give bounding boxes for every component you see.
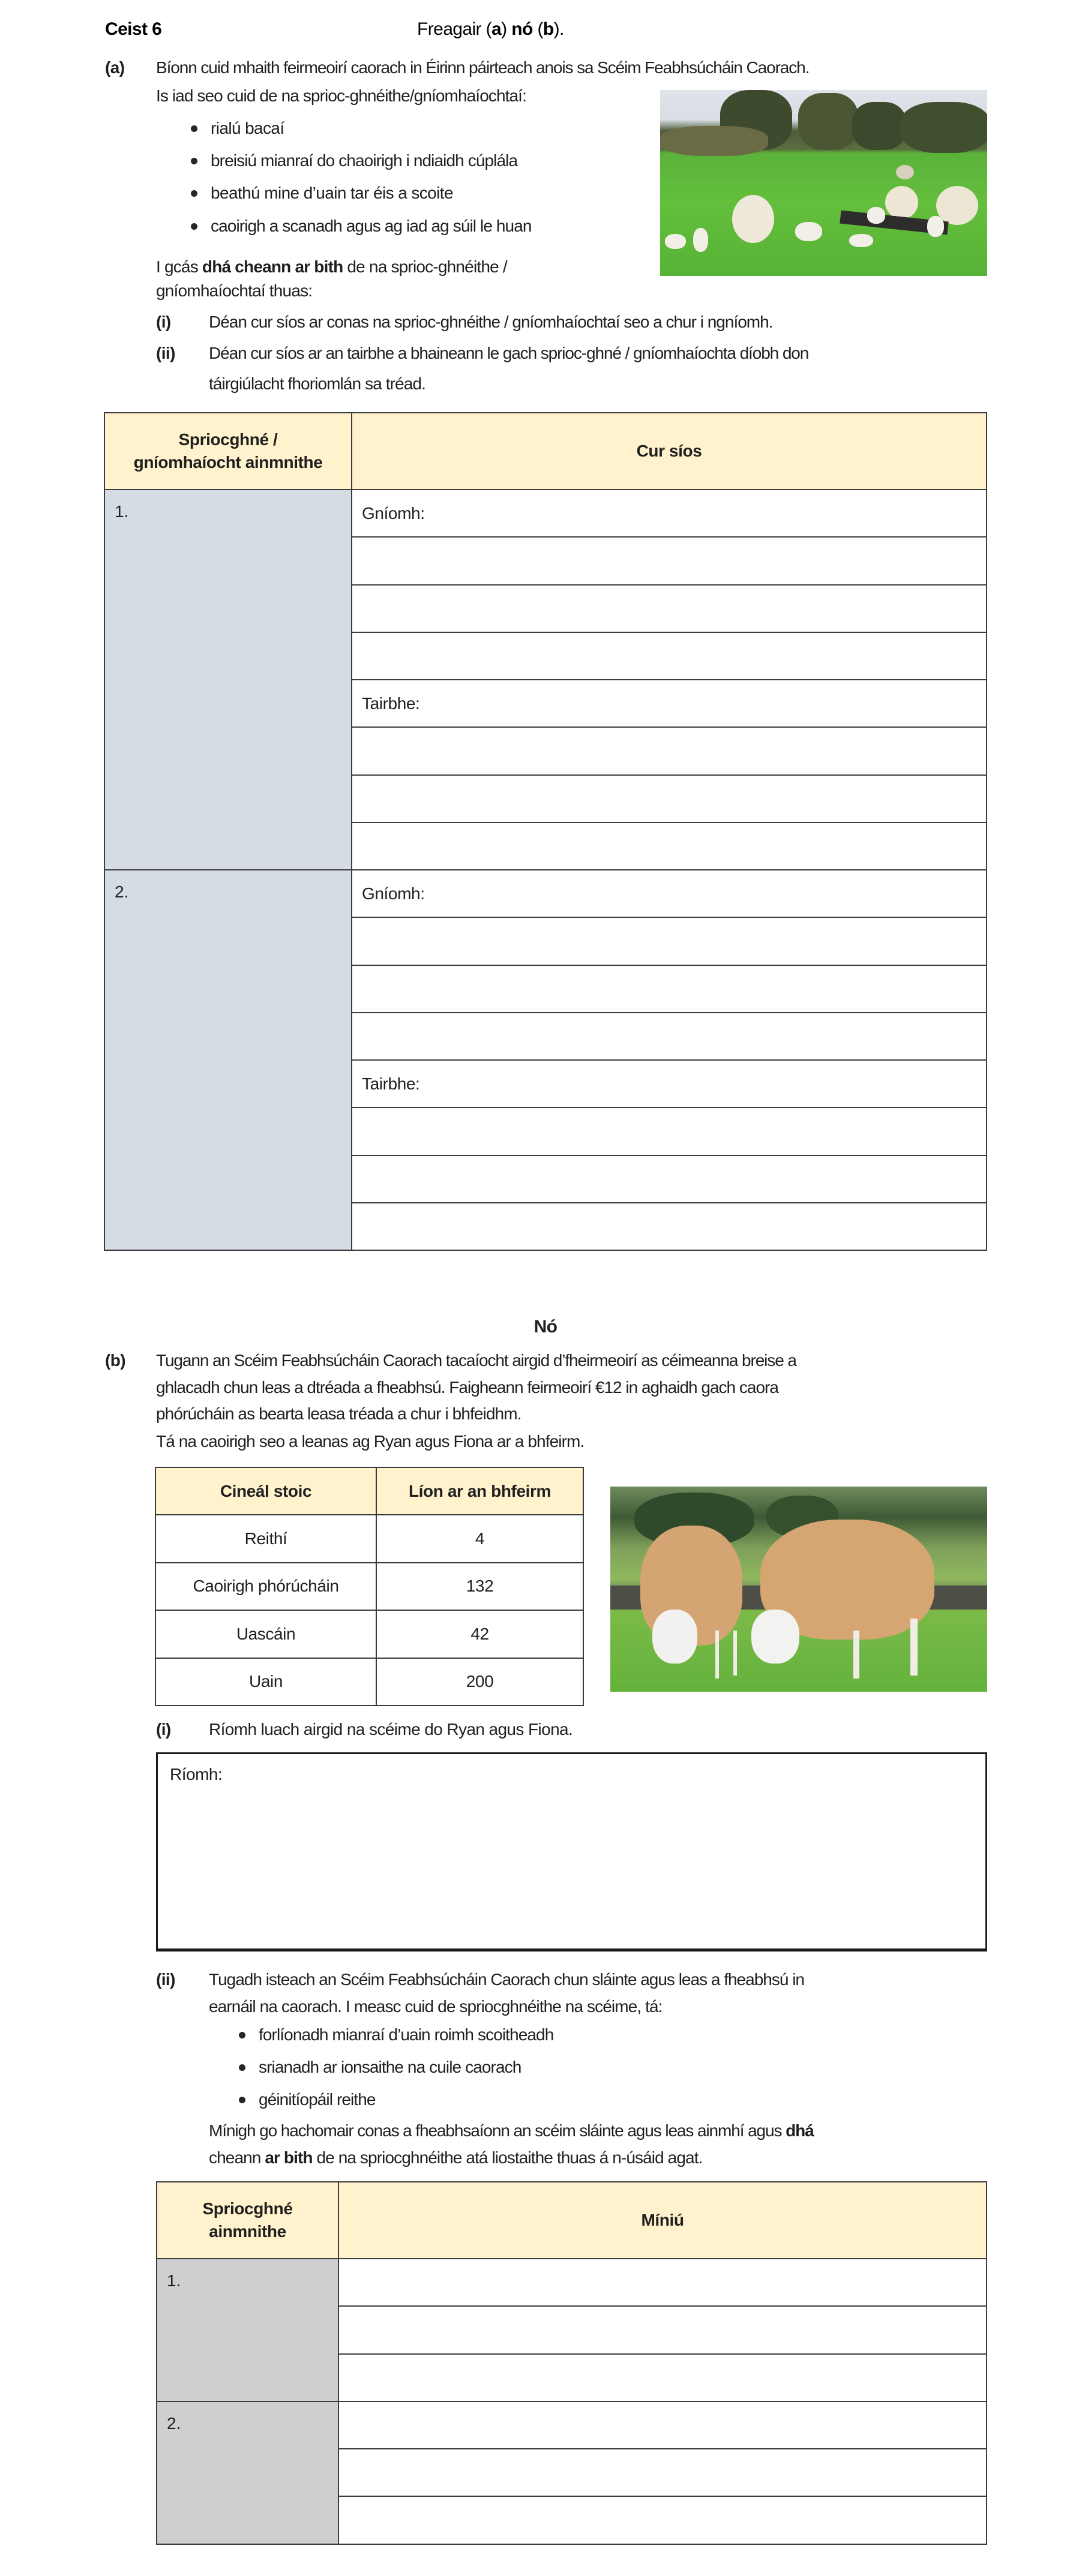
explain-bold: ar bith xyxy=(265,2148,313,2167)
answer-line[interactable] xyxy=(338,2354,987,2401)
tree-shape xyxy=(852,102,906,150)
sheep-leg-shape xyxy=(910,1619,918,1676)
answer-line[interactable] xyxy=(352,1013,987,1060)
part-a-bullet xyxy=(191,185,453,202)
sheep-leg-shape xyxy=(733,1631,737,1676)
part-b-explain-line1 xyxy=(209,2122,814,2139)
col-header-count: Líon ar an bhfeirm xyxy=(376,1467,583,1515)
lamb-shape xyxy=(795,222,822,241)
count-cell: 200 xyxy=(376,1658,583,1706)
table-header-row xyxy=(157,2182,987,2259)
bullet-icon xyxy=(191,125,197,132)
table-row xyxy=(157,2401,987,2449)
instruction-mid: ) xyxy=(501,19,512,39)
bullet-text: forlíonadh mianraí d’uain roimh scoitheadh xyxy=(259,2025,554,2044)
tree-shape xyxy=(900,102,987,153)
benefit-label-cell[interactable]: Tairbhe: xyxy=(352,1060,987,1107)
sheep-leg-shape xyxy=(853,1631,859,1679)
explain-bold: dhá xyxy=(786,2121,814,2140)
part-a-bullet xyxy=(191,120,284,137)
col-header-description: Cur síos xyxy=(352,413,987,490)
bullet-text: géinitíopáil reithe xyxy=(259,2090,376,2109)
part-b-bullet xyxy=(239,2091,376,2108)
instruction-pre: Freagair ( xyxy=(417,19,492,39)
lamb-shape xyxy=(867,207,885,224)
instruction-b: b xyxy=(542,19,554,39)
bullet-icon xyxy=(239,2097,245,2103)
two-sheep-grazing-photo xyxy=(610,1487,987,1692)
question-number: Ceist 6 xyxy=(105,19,162,39)
bullet-icon xyxy=(239,2064,245,2071)
part-a-sub-i-text: Déan cur síos ar conas na sprioc-ghnéithe / gníomhaíochtaí seo a chur i ngníomh. xyxy=(209,313,773,331)
instruction-mid2: ( xyxy=(532,19,543,39)
stock-type-cell: Reithí xyxy=(155,1515,376,1562)
part-a-answer-table xyxy=(104,412,987,1251)
sheep-shape xyxy=(732,195,774,243)
answer-line[interactable] xyxy=(352,1107,987,1155)
bullet-text: beathú mine d’uain tar éis a scoite xyxy=(211,184,453,202)
part-a-sub-ii-line2: táirgiúlacht fhoriomlán sa tréad. xyxy=(209,374,425,393)
tree-shape xyxy=(798,93,858,150)
bullet-icon xyxy=(191,223,197,230)
sheep-shape xyxy=(896,165,914,179)
part-a-sub-ii-label: (ii) xyxy=(156,344,175,362)
table-row xyxy=(157,2259,987,2306)
part-a-sub-ii-line1: Déan cur síos ar an tairbhe a bhaineann le gach sprioc-ghné / gníomhaíochta díobh don xyxy=(209,344,809,362)
table-row xyxy=(155,1563,583,1610)
answer-line[interactable] xyxy=(338,2259,987,2306)
instruction-post: ). xyxy=(553,19,564,39)
part-b-label: (b) xyxy=(105,1351,125,1370)
answer-line[interactable] xyxy=(352,537,987,584)
answer-line[interactable] xyxy=(352,775,987,822)
bullet-icon xyxy=(239,2032,245,2038)
part-b-bullet xyxy=(239,2026,553,2043)
lamb-shape xyxy=(693,228,708,252)
lamb-shape xyxy=(927,216,944,237)
answer-line[interactable] xyxy=(352,632,987,680)
bullet-text: breisiú mianraí do chaoirigh i ndiaidh cúplála xyxy=(211,151,518,170)
part-a-sub-i-label: (i) xyxy=(156,313,171,331)
count-cell: 4 xyxy=(376,1515,583,1562)
part-b-sub-i-text: Ríomh luach airgid na scéime do Ryan agus Fiona. xyxy=(209,1720,573,1739)
part-a-task-line2: gníomhaíochtaí thuas: xyxy=(156,281,313,300)
instruction-or: nó xyxy=(511,19,533,39)
table-row xyxy=(104,870,987,917)
table-row xyxy=(155,1610,583,1658)
stock-type-cell: Uascáin xyxy=(155,1610,376,1658)
answer-line[interactable] xyxy=(352,1203,987,1250)
bullet-text: rialú bacaí xyxy=(211,119,284,137)
bullet-icon xyxy=(191,158,197,164)
feature-cell[interactable]: 1. xyxy=(104,490,352,870)
table-row xyxy=(155,1658,583,1706)
part-a-bullet xyxy=(191,152,517,169)
lamb-shape xyxy=(665,234,686,249)
table-row xyxy=(155,1515,583,1562)
col-header-stock-type: Cineál stoic xyxy=(155,1467,376,1515)
part-a-label: (a) xyxy=(105,58,125,77)
answer-line[interactable] xyxy=(338,2401,987,2449)
sheep-shape xyxy=(936,186,978,225)
part-b-para-line1: Tugann an Scéim Feabhsúcháin Caorach tacaíocht airgid d’fheirmeoirí as céimeanna breise a xyxy=(156,1351,796,1370)
calc-label: Ríomh: xyxy=(170,1765,223,1784)
answer-line[interactable] xyxy=(338,2306,987,2353)
part-b-explain-line2 xyxy=(209,2149,702,2166)
lamb-shape xyxy=(849,234,873,247)
bullet-icon xyxy=(191,190,197,197)
part-b-para-line2: ghlacadh chun leas a dtréada a fheabhsú. Faigheann feirmeoirí €12 in aghaidh gach caora xyxy=(156,1378,778,1397)
explain-pre: Mínigh go hachomair conas a fheabhsaíonn an scéim sláinte agus leas ainmhí agus xyxy=(209,2121,786,2140)
action-label-cell[interactable]: Gníomh: xyxy=(352,870,987,917)
task-bold: dhá cheann ar bith xyxy=(202,257,343,276)
part-a-task xyxy=(156,259,507,275)
col-header-explanation: Míniú xyxy=(338,2182,987,2259)
answer-line[interactable] xyxy=(352,965,987,1013)
question-instruction xyxy=(417,20,564,38)
part-b-para-line4: Tá na caoirigh seo a leanas ag Ryan agus Fiona ar a bhfeirm. xyxy=(156,1432,585,1451)
bullet-text: caoirigh a scanadh agus ag iad ag súil le huan xyxy=(211,217,532,235)
answer-line[interactable] xyxy=(338,2449,987,2496)
col-header-feature: Spriocghné / gníomhaíocht ainmnithe xyxy=(104,413,352,490)
action-label-cell[interactable]: Gníomh: xyxy=(352,490,987,537)
feature-cell[interactable]: 2. xyxy=(157,2401,338,2544)
answer-line[interactable] xyxy=(352,727,987,774)
count-cell: 42 xyxy=(376,1610,583,1658)
feature-cell[interactable]: 1. xyxy=(157,2259,338,2401)
part-a-intro: Bíonn cuid mhaith feirmeoirí caorach in Éirinn páirteach anois sa Scéim Feabhsúcháin Caorach. xyxy=(156,58,810,77)
col-header-feature: Spriocghné ainmnithe xyxy=(157,2182,338,2259)
table-header-row xyxy=(155,1467,583,1515)
instruction-a: a xyxy=(491,19,502,39)
part-b-sub-ii-label: (ii) xyxy=(156,1970,175,1989)
part-b-sub-ii-line2: earnáil na caorach. I measc cuid de spriocghnéithe na scéime, tá: xyxy=(209,1997,663,2016)
answer-line[interactable] xyxy=(352,1155,987,1203)
part-b-para-line3: phórúcháin as bearta leasa tréada a chur i bhfeidhm. xyxy=(156,1404,521,1423)
task-pre: I gcás xyxy=(156,257,202,276)
or-divider: Nó xyxy=(533,1317,558,1337)
sheep-head-shape xyxy=(652,1610,697,1664)
answer-line[interactable] xyxy=(352,822,987,870)
explain-post: de na spriocghnéithe atá liostaithe thuas á n-úsáid agat. xyxy=(312,2148,703,2167)
part-b-sub-i-label: (i) xyxy=(156,1720,171,1739)
benefit-label-cell[interactable]: Tairbhe: xyxy=(352,680,987,727)
part-a-list-intro: Is iad seo cuid de na sprioc-ghnéithe/gníomhaíochtaí: xyxy=(156,86,526,105)
answer-line[interactable] xyxy=(352,917,987,965)
answer-line[interactable] xyxy=(352,585,987,632)
sheep-leg-shape xyxy=(715,1631,719,1679)
table-header-row xyxy=(104,413,987,490)
sheep-shape xyxy=(885,186,918,219)
sheep-and-lambs-photo xyxy=(660,90,987,276)
stock-type-cell: Caoirigh phórúcháin xyxy=(155,1563,376,1610)
hedge-shape xyxy=(660,126,768,156)
table-row xyxy=(104,490,987,537)
part-a-bullet xyxy=(191,218,532,235)
part-b-bullet xyxy=(239,2059,521,2076)
stock-table xyxy=(155,1467,584,1706)
bullet-text: srianadh ar ionsaithe na cuile caorach xyxy=(259,2058,521,2076)
part-b-answer-table xyxy=(156,2181,987,2545)
part-b-sub-ii-line1: Tugadh isteach an Scéim Feabhsúcháin Caorach chun sláinte agus leas a fheabhsú in xyxy=(209,1970,804,1989)
calculation-answer-box[interactable] xyxy=(156,1752,987,1951)
sheep-head-shape xyxy=(751,1610,799,1664)
task-post: de na sprioc-ghnéithe / xyxy=(343,257,507,276)
count-cell: 132 xyxy=(376,1563,583,1610)
answer-line[interactable] xyxy=(338,2496,987,2544)
feature-cell[interactable]: 2. xyxy=(104,870,352,1250)
explain-pre: cheann xyxy=(209,2148,265,2167)
stock-type-cell: Uain xyxy=(155,1658,376,1706)
